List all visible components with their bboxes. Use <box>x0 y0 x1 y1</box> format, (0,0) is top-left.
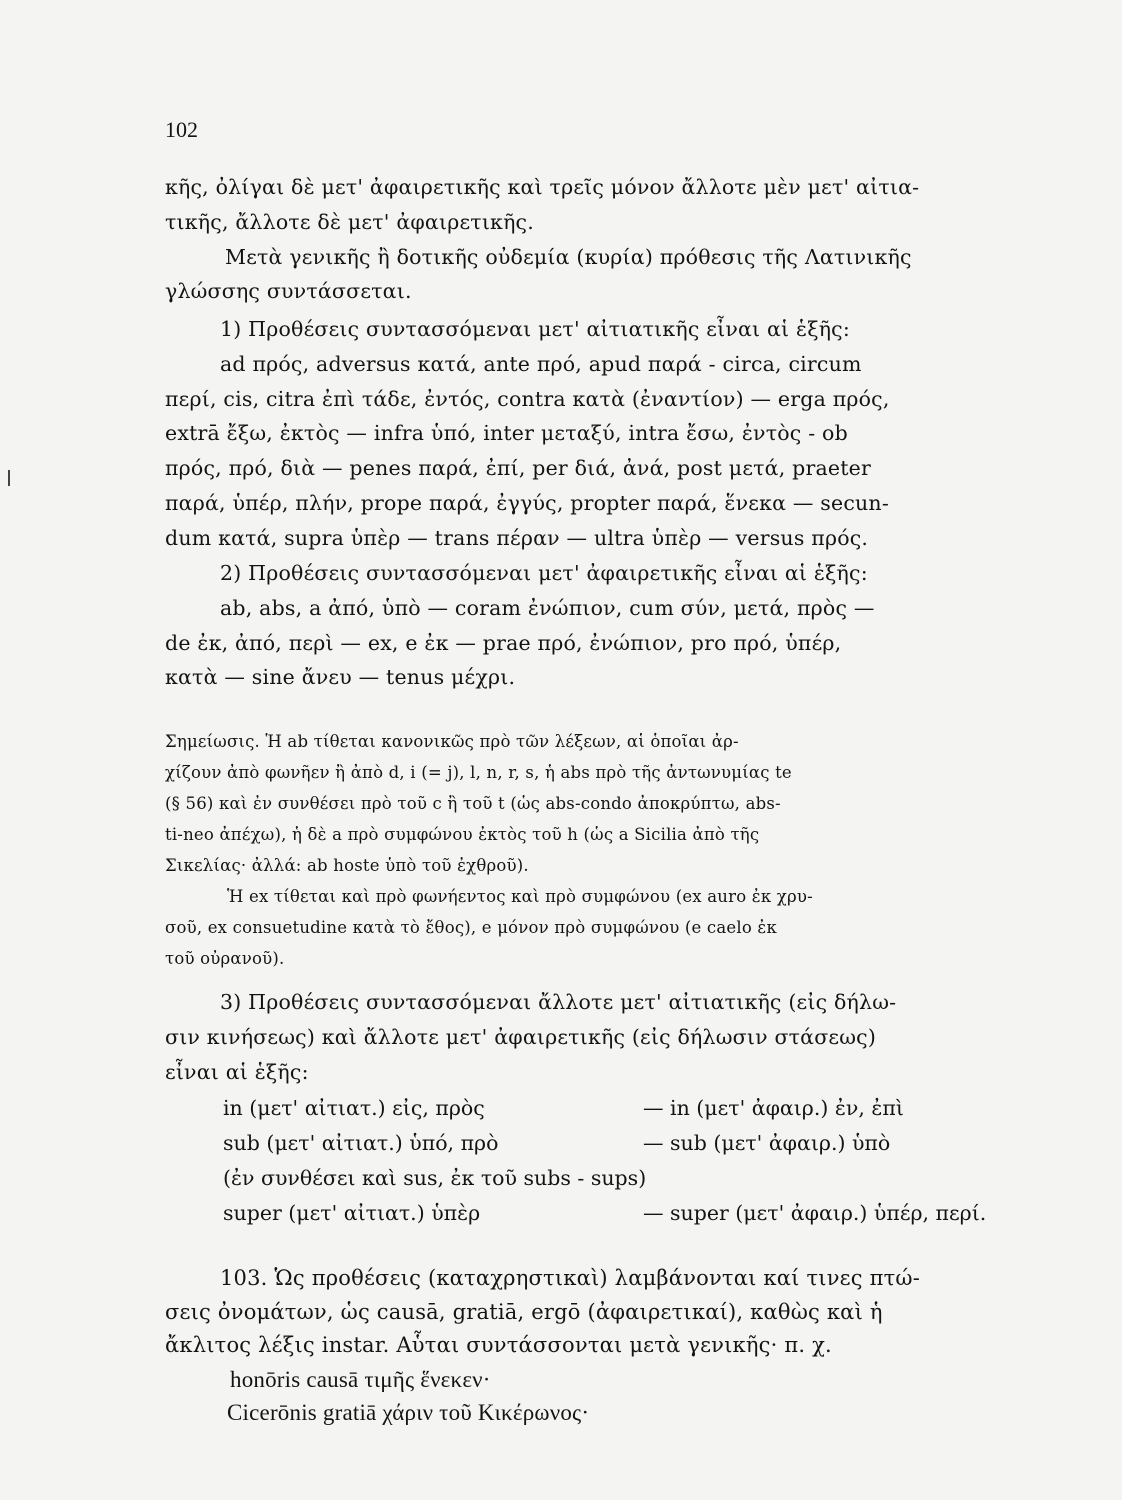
note-line: ti-neo ἀπέχω), ἡ δὲ a πρὸ συμφώνου ἐκτὸς τοῦ h (ὡς a Sicilia ἀπὸ τῆς <box>165 825 760 844</box>
example-line: honōris causā τιμῆς ἕνεκεν· <box>230 1366 491 1392</box>
gutter-mark <box>8 470 10 486</box>
intro-paragraph <box>165 170 1010 309</box>
note-paragraph <box>165 726 1010 974</box>
section-103 <box>165 1262 1010 1430</box>
text-line: γλώσσης συντάσσεται. <box>165 279 412 304</box>
note-line: Σικελίας· ἀλλά: ab hoste ὑπὸ τοῦ ἐχθροῦ). <box>165 856 529 875</box>
text-line: dum κατά, supra ὑπὲρ — trans πέραν — ultra ὑπὲρ — versus πρός. <box>165 525 869 550</box>
table-cell-ablative: — in (μετ' ἀφαιρ.) ἐν, ἐπὶ <box>643 1096 904 1121</box>
preposition-table <box>165 1091 1010 1230</box>
text-line: σιν κινήσεως) καὶ ἄλλοτε μετ' ἀφαιρετικῆς (εἰς δήλωσιν στάσεως) <box>165 1024 877 1049</box>
text-line: ἄκλιτος λέξις instar. Αὗται συντάσσονται μετὰ γενικῆς· π. χ. <box>165 1333 832 1357</box>
section-heading: 103. Ὡς προθέσεις (καταχρηστικαὶ) λαμβάνονται καί τινες πτώ- <box>220 1266 921 1290</box>
table-row <box>223 1126 1010 1161</box>
section-heading: 2) Προθέσεις συντασσόμεναι μετ' ἀφαιρετικῆς εἶναι αἱ ἑξῆς: <box>220 561 868 585</box>
text-line: Μετὰ γενικῆς ἢ δοτικῆς οὐδεμία (κυρία) πρόθεσις τῆς Λατινικῆς <box>225 244 912 269</box>
section-heading: 3) Προθέσεις συντασσόμεναι ἄλλοτε μετ' αἰτιατικῆς (εἰς δήλω- <box>220 990 897 1014</box>
text-line: extrā ἔξω, ἐκτὸς — infra ὑπό, inter μεταξύ, intra ἔσω, ἐντὸς - ob <box>165 421 848 446</box>
page-number: 102 <box>165 117 198 142</box>
text-line: κατὰ — sine ἄνευ — tenus μέχρι. <box>165 665 516 690</box>
note-line: σοῦ, ex consuetudine κατὰ τὸ ἔθος), e μόνον πρὸ συμφώνου (e caelo ἐκ <box>165 918 777 937</box>
note-line: τοῦ οὐρανοῦ). <box>165 949 285 968</box>
note-line: Ἡ ex τίθεται καὶ πρὸ φωνήεντος καὶ πρὸ συμφώνου (ex auro ἐκ χρυ- <box>227 887 813 906</box>
section-3-both-cases <box>165 985 1010 1231</box>
text-line: ab, abs, a ἀπό, ὑπὸ — coram ἐνώπιον, cum σύν, μετά, πρὸς — <box>220 595 875 620</box>
note-line: (§ 56) καὶ ἐν συνθέσει πρὸ τοῦ c ἢ τοῦ t (ὡς abs-condo ἀποκρύπτω, abs- <box>165 794 781 813</box>
table-row <box>223 1196 1010 1231</box>
table-cell-accusative: in (μετ' αἰτιατ.) εἰς, πρὸς <box>223 1096 485 1121</box>
text-line: παρά, ὑπέρ, πλήν, prope παρά, ἐγγύς, propter παρά, ἕνεκα — secun- <box>165 490 889 515</box>
text-line: κῆς, ὀλίγαι δὲ μετ' ἀφαιρετικῆς καὶ τρεῖς μόνον ἄλλοτε μὲν μετ' αἰτια- <box>165 175 920 199</box>
text-line: de ἐκ, ἀπό, περὶ — ex, e ἐκ — prae πρό, ἐνώπιον, pro πρό, ὑπέρ, <box>165 630 842 655</box>
table-cell-accusative: sub (μετ' αἰτιατ.) ὑπό, πρὸ <box>223 1131 499 1156</box>
table-cell-note: (ἐν συνθέσει καὶ sus, ἐκ τοῦ subs - sups) <box>223 1165 647 1190</box>
text-line: σεις ὀνομάτων, ὡς causā, gratiā, ergō (ἀφαιρετικαί), καθὼς καὶ ἡ <box>165 1299 883 1324</box>
section-1-accusative <box>165 312 1010 556</box>
example-line: Cicerōnis gratiā χάριν τοῦ Κικέρωνος· <box>227 1400 590 1425</box>
note-line: Σημείωσις. Ἡ ab τίθεται κανονικῶς πρὸ τῶν λέξεων, αἱ ὁποῖαι ἀρ- <box>165 732 739 751</box>
note-line: χίζουν ἀπὸ φωνῆεν ἢ ἀπὸ d, i (= j), l, n, r, s, ἡ abs πρὸ τῆς ἀντωνυμίας te <box>165 763 792 782</box>
text-line: πρός, πρό, διὰ — penes παρά, ἐπί, per διά, ἀνά, post μετά, praeter <box>165 456 872 481</box>
table-cell-ablative: — super (μετ' ἀφαιρ.) ὑπέρ, περί. <box>643 1200 987 1225</box>
text-line: περί, cis, citra ἐπὶ τάδε, ἐντός, contra κατὰ (ἐναντίον) — erga πρός, <box>165 386 890 411</box>
table-row <box>223 1161 1010 1196</box>
table-cell-accusative: super (μετ' αἰτιατ.) ὑπὲρ <box>223 1200 481 1225</box>
section-2-ablative <box>165 556 1010 695</box>
text-line: εἶναι αἱ ἑξῆς: <box>165 1059 309 1084</box>
text-line: τικῆς, ἄλλοτε δὲ μετ' ἀφαιρετικῆς. <box>165 209 534 234</box>
table-row <box>223 1091 1010 1126</box>
table-cell-ablative: — sub (μετ' ἀφαιρ.) ὑπὸ <box>643 1131 891 1156</box>
section-heading: 1) Προθέσεις συντασσόμεναι μετ' αἰτιατικῆς εἶναι αἱ ἑξῆς: <box>220 317 850 341</box>
text-line: ad πρός, adversus κατά, ante πρό, apud παρά - circa, circum <box>220 351 862 376</box>
